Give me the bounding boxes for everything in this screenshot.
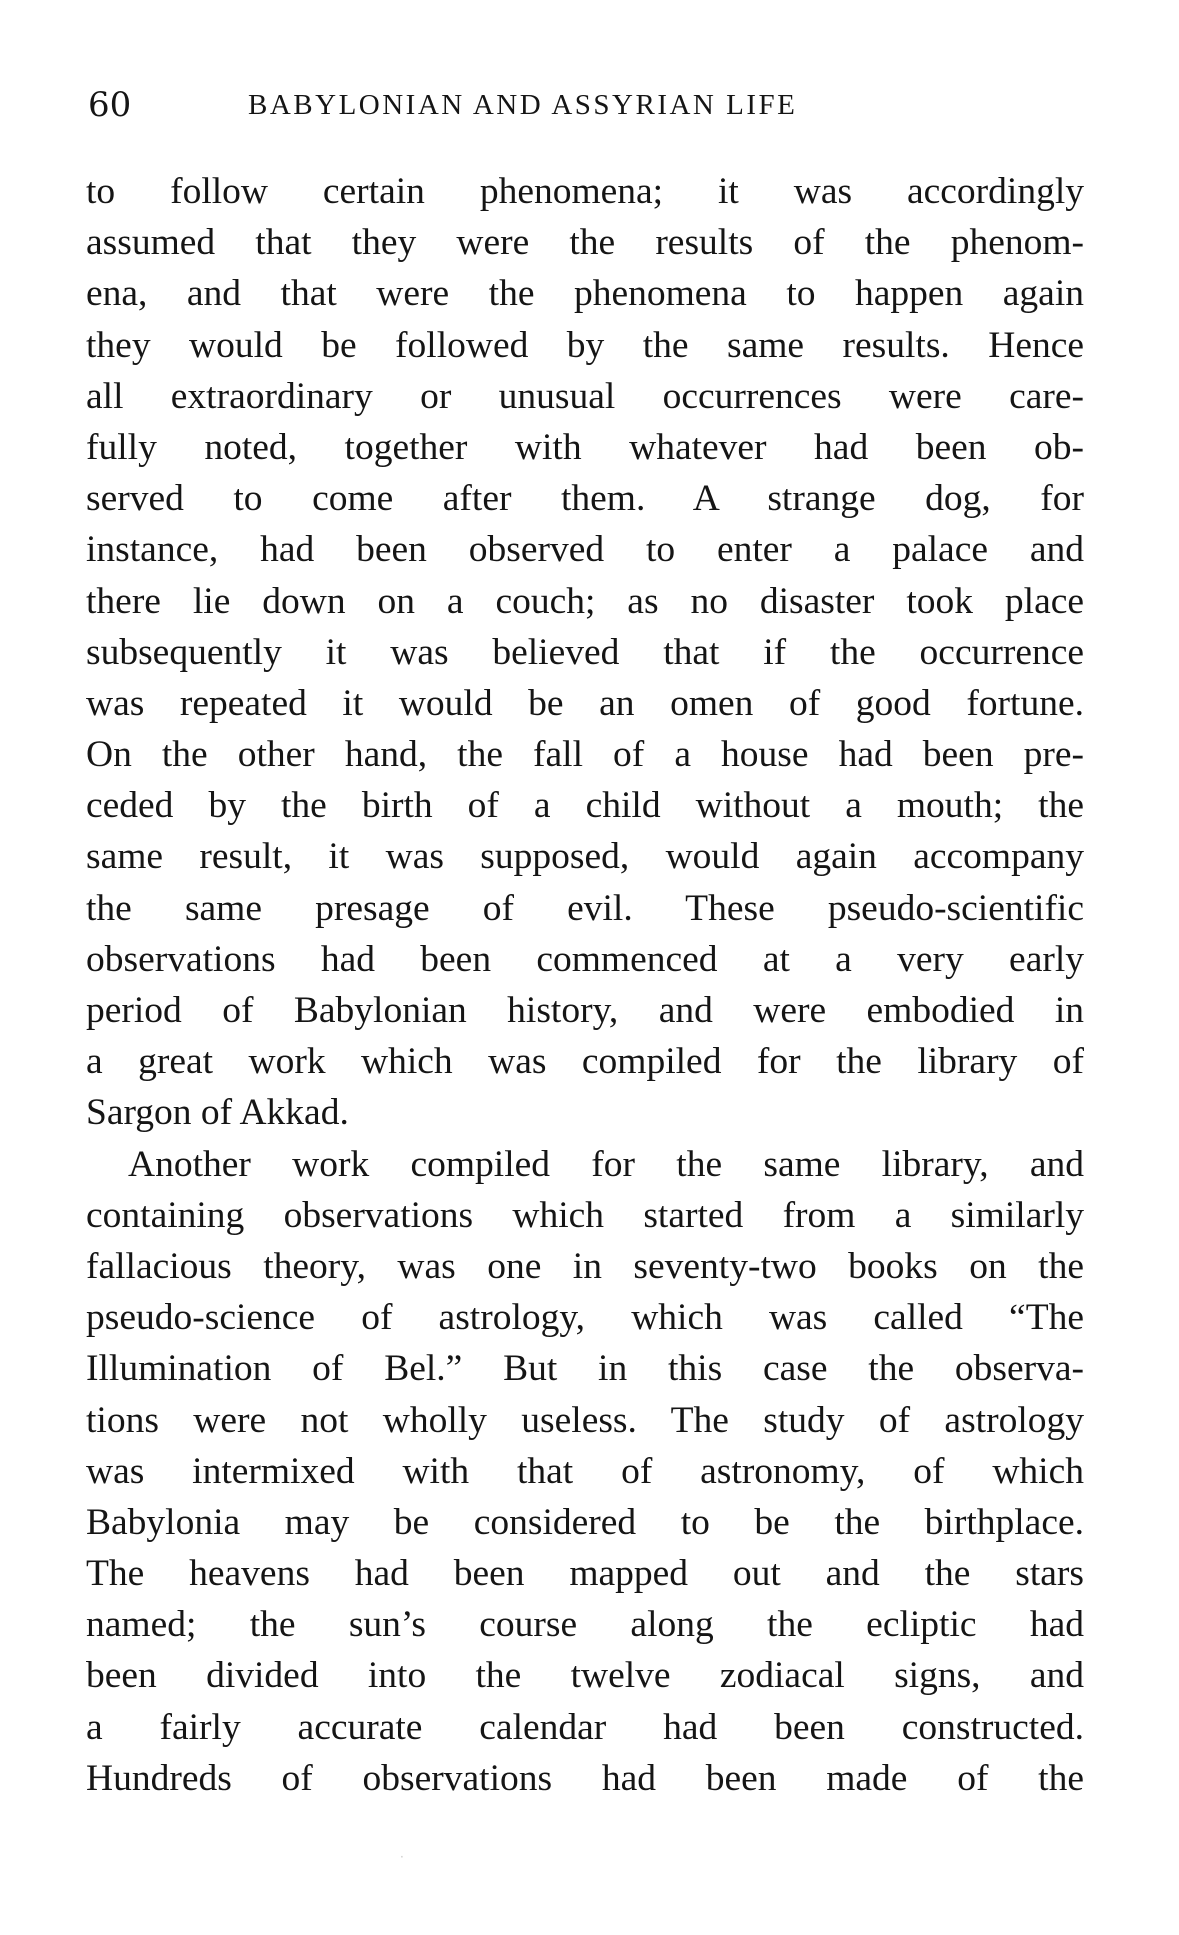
text-line: Babylonia may be considered to be the birthplace. bbox=[86, 1501, 1084, 1543]
text-line: pseudo-science of astrology, which was called “The bbox=[86, 1297, 1084, 1339]
text-line: been divided into the twelve zodiacal signs, and bbox=[86, 1655, 1084, 1697]
text-line: Illumination of Bel.” But in this case the observa- bbox=[86, 1348, 1084, 1390]
text-line: Sargon of Akkad. bbox=[86, 1092, 349, 1134]
text-line: tions were not wholly useless. The study of astrology bbox=[86, 1399, 1084, 1441]
text-line: ena, and that were the phenomena to happen again bbox=[86, 273, 1084, 315]
text-line: The heavens had been mapped out and the stars bbox=[86, 1553, 1084, 1595]
text-line: they would be followed by the same results. Hence bbox=[86, 324, 1084, 366]
page-header bbox=[88, 80, 1088, 130]
text-line: a fairly accurate calendar had been constructed. bbox=[86, 1706, 1084, 1748]
text-line: was repeated it would be an omen of good fortune. bbox=[86, 682, 1084, 724]
text-line: ceded by the birth of a child without a mouth; the bbox=[86, 785, 1084, 827]
text-line: subsequently it was believed that if the occurrence bbox=[86, 631, 1084, 673]
text-line: the same presage of evil. These pseudo-scientific bbox=[86, 887, 1084, 929]
text-line: same result, it was supposed, would again accompany bbox=[86, 836, 1084, 878]
text-line: all extraordinary or unusual occurrences were care- bbox=[86, 375, 1084, 417]
text-line: assumed that they were the results of the phenom- bbox=[86, 222, 1084, 264]
paragraph-1 bbox=[86, 166, 1084, 1139]
running-head: BABYLONIAN AND ASSYRIAN LIFE bbox=[248, 89, 798, 121]
text-line: was intermixed with that of astronomy, of which bbox=[86, 1450, 1084, 1492]
text-line: fallacious theory, was one in seventy-two books on the bbox=[86, 1245, 1084, 1287]
paragraph-2 bbox=[86, 1139, 1084, 1804]
print-smudge: · bbox=[400, 1850, 404, 1864]
text-line: On the other hand, the fall of a house had been pre- bbox=[86, 734, 1084, 776]
text-line: served to come after them. A strange dog, for bbox=[86, 478, 1084, 520]
text-line: Another work compiled for the same library, and bbox=[128, 1143, 1084, 1185]
text-line: there lie down on a couch; as no disaster took place bbox=[86, 580, 1084, 622]
text-line: period of Babylonian history, and were embodied in bbox=[86, 990, 1084, 1031]
text-line: observations had been commenced at a very early bbox=[86, 938, 1084, 980]
text-line: a great work which was compiled for the library of bbox=[86, 1041, 1084, 1083]
page-number: 60 bbox=[88, 85, 132, 125]
text-line: containing observations which started from a similarly bbox=[86, 1194, 1084, 1236]
text-line: fully noted, together with whatever had been ob- bbox=[86, 426, 1084, 468]
text-line: named; the sun’s course along the ecliptic had bbox=[86, 1604, 1084, 1646]
text-line: Hundreds of observations had been made of the bbox=[86, 1757, 1084, 1799]
text-line: to follow certain phenomena; it was accordingly bbox=[86, 171, 1084, 212]
text-line: instance, had been observed to enter a palace and bbox=[86, 529, 1084, 571]
body-text bbox=[86, 166, 1084, 1804]
